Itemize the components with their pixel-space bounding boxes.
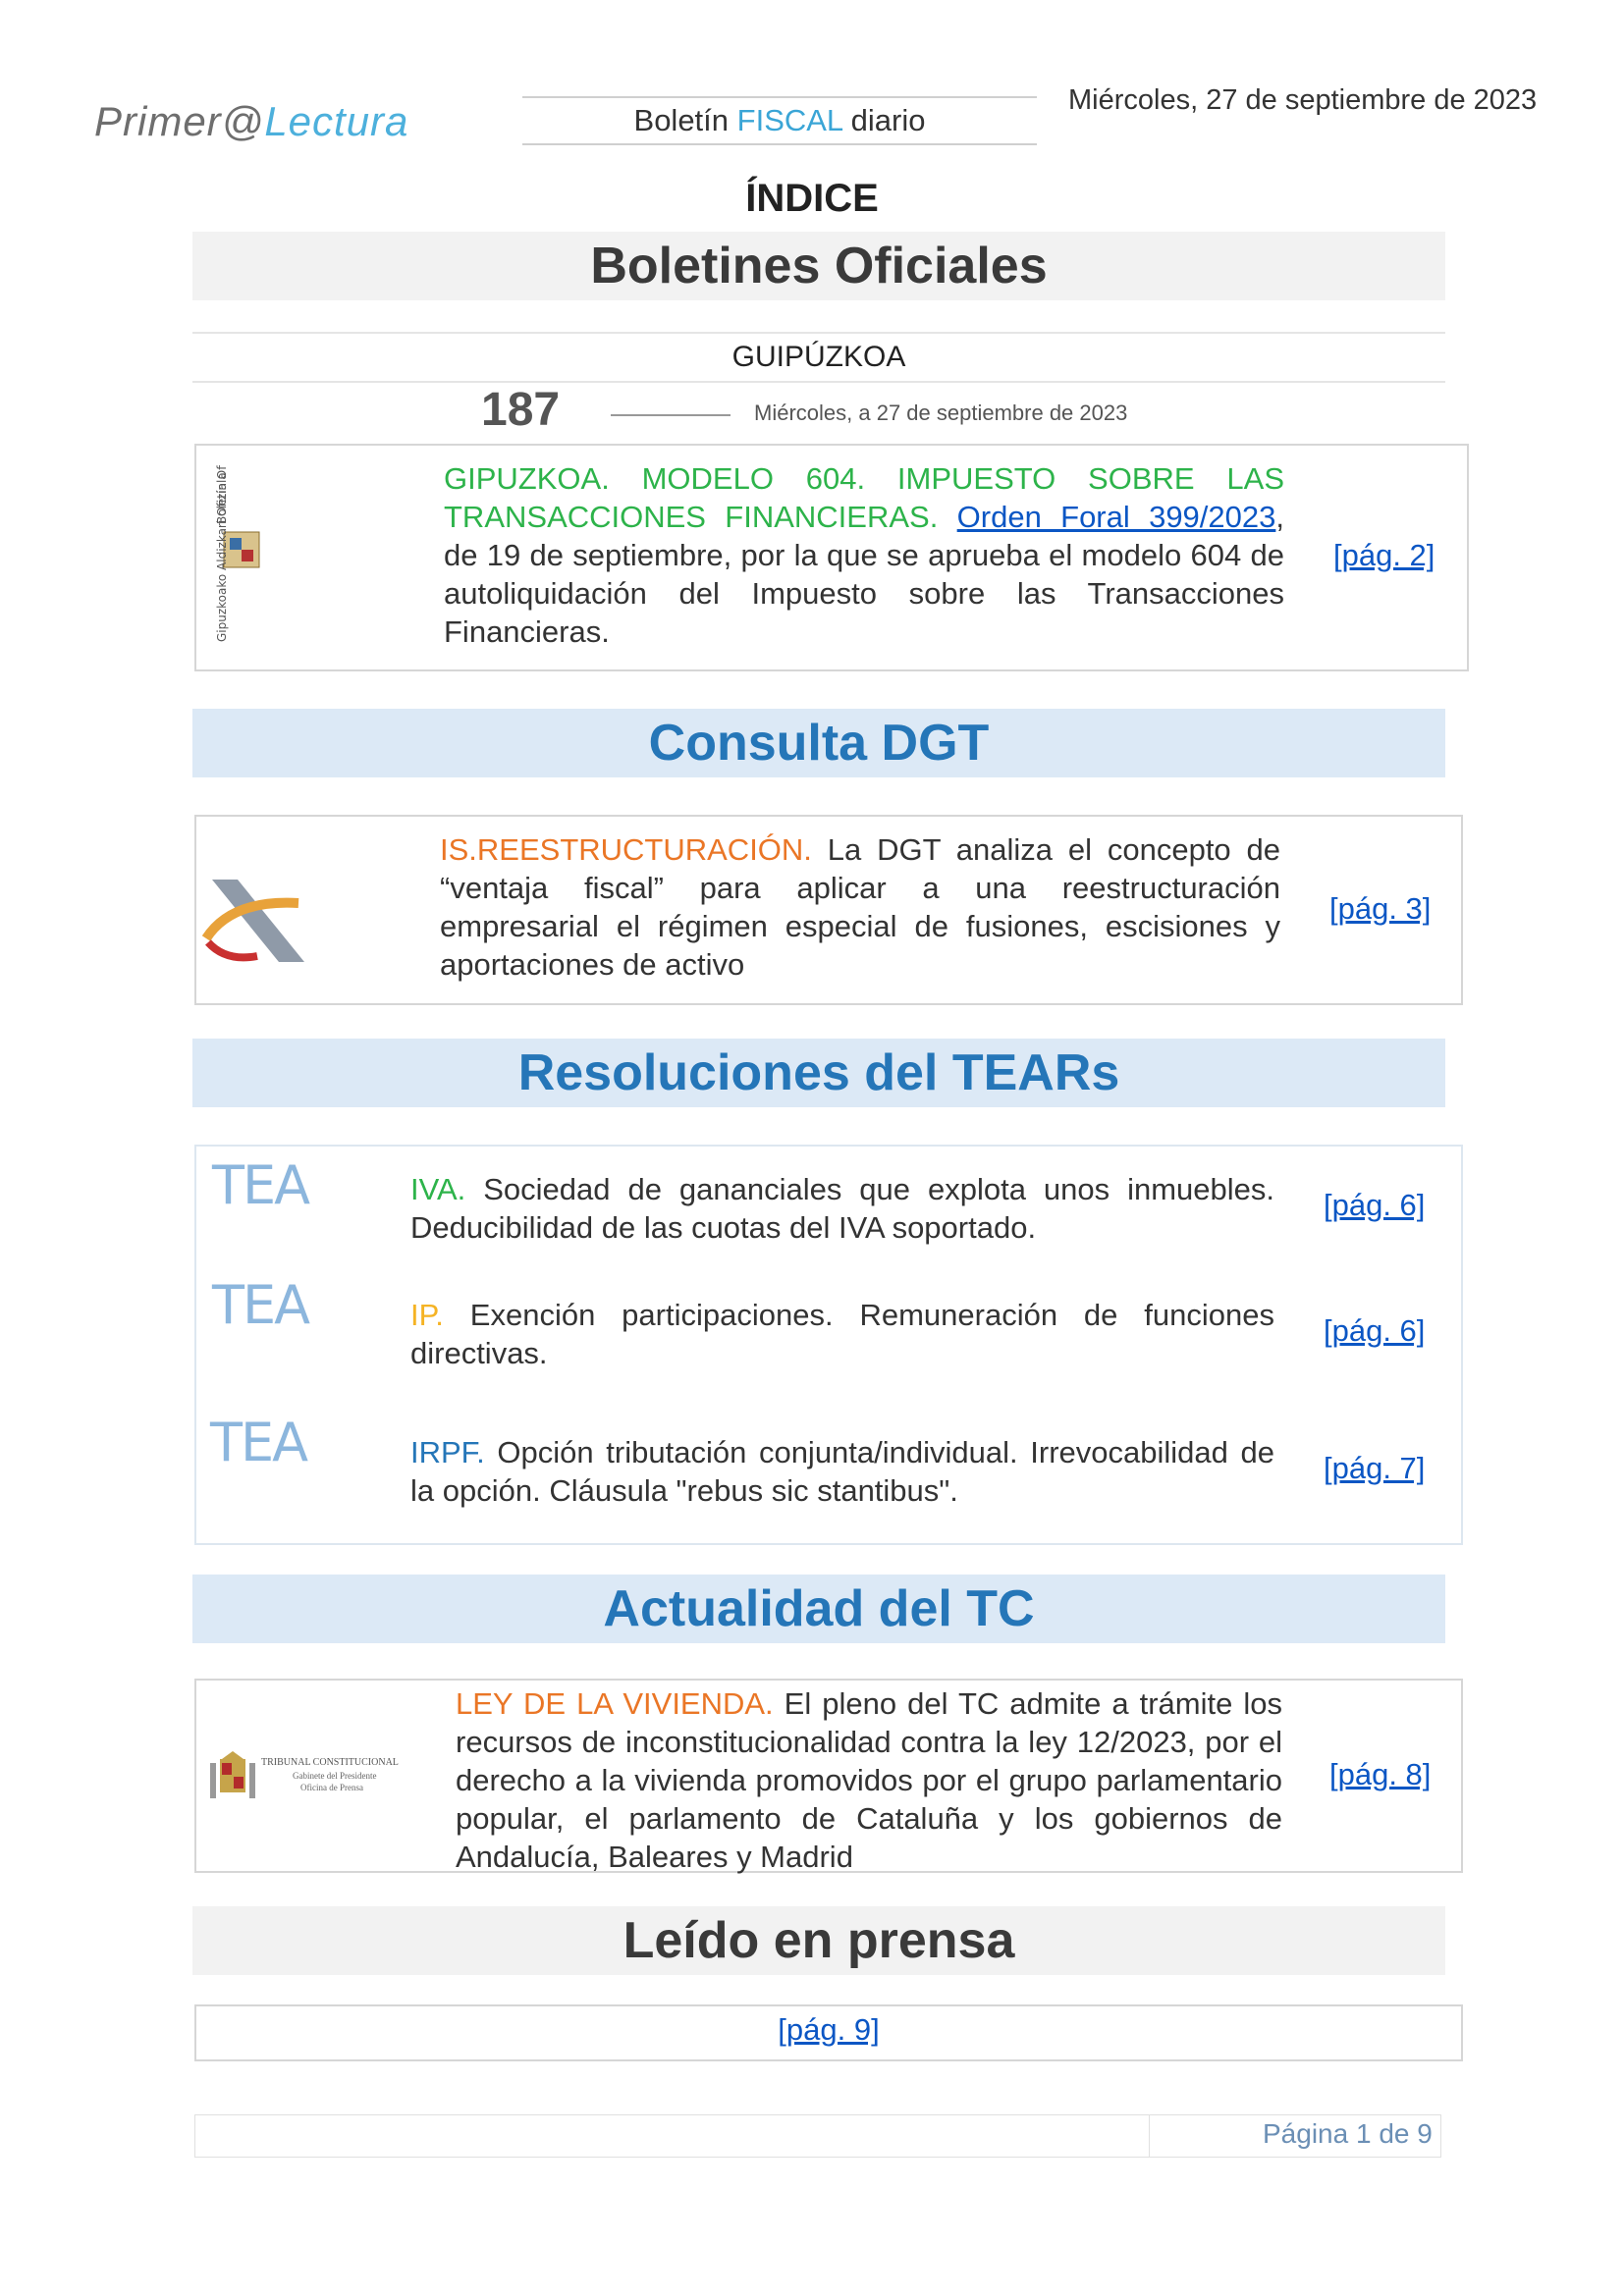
- boletin-divider: [611, 414, 731, 416]
- dgt-page-link[interactable]: [pág. 3]: [1329, 891, 1432, 926]
- tea-logo-icon: TEA: [212, 1274, 309, 1336]
- tears-item-2-page-link[interactable]: [pág. 6]: [1324, 1313, 1426, 1348]
- boletin-item-title: GIPUZKOA. MODELO 604. IMPUESTO SOBRE LAS TRANSACCIONES FINANCIERAS.: [444, 461, 1284, 534]
- tea-logo-icon: TEA: [210, 1412, 307, 1473]
- bulletin-title: Boletín FISCAL diario: [522, 96, 1037, 145]
- agencia-tributaria-logo: [202, 870, 310, 968]
- tears-item-2-title: IP.: [410, 1298, 444, 1332]
- tears-item-1-title: IVA.: [410, 1172, 466, 1206]
- prensa-page-link[interactable]: [pág. 9]: [778, 2012, 880, 2047]
- primer-lectura-logo: Primer@Lectura: [94, 98, 409, 144]
- svg-text:Gipuzkoako Aldizkari Ofiziala: Gipuzkoako Aldizkari Ofiziala: [215, 472, 229, 642]
- section-actualidad-tc: Actualidad del TC: [192, 1575, 1445, 1643]
- tears-item-3-title: IRPF.: [410, 1435, 485, 1469]
- tears-item-1-text: IVA. Sociedad de gananciales que explota unos inmuebles. Deducibilidad de las cuotas del IVA soportado.: [410, 1172, 1274, 1245]
- boletin-item-text: GIPUZKOA. MODELO 604. IMPUESTO SOBRE LAS TRANSACCIONES FINANCIERAS. Orden Foral 399/2023, de 19 de septiembre, por la que se aprueba el modelo 604 de autoliquidación del Impuesto sobre las Transacciones Financieras.: [444, 461, 1284, 649]
- tea-logo-icon: TEA: [212, 1154, 309, 1216]
- dgt-item-text: IS.REESTRUCTURACIÓN. La DGT analiza el concepto de “ventaja fiscal” para aplicar a una reestructuración empresarial el régimen especial de fusiones, escisiones y aportaciones de activo: [440, 832, 1280, 982]
- dgt-item-title: IS.REESTRUCTURACIÓN.: [440, 832, 812, 867]
- tears-item-3-page-link[interactable]: [pág. 7]: [1324, 1451, 1426, 1485]
- tc-item-text: LEY DE LA VIVIENDA. El pleno del TC admite a trámite los recursos de inconstitucionalidad contra la ley 12/2023, por el derecho a la vivienda promovidos por el grupo parlamentario popular, el parlamento de Cataluña y los gobiernos de Andalucía, Baleares y Madrid: [456, 1686, 1282, 1874]
- tears-item-2-text: IP. Exención participaciones. Remuneración de funciones directivas.: [410, 1298, 1274, 1370]
- boletin-page-link[interactable]: [pág. 2]: [1333, 538, 1435, 572]
- page-number: Página 1 de 9: [1263, 2118, 1433, 2149]
- prensa-card: [194, 2004, 1463, 2061]
- boletin-date: Miércoles, a 27 de septiembre de 2023: [754, 400, 1128, 425]
- region-label: GUIPÚZKOA: [192, 332, 1445, 383]
- tc-item-card: [194, 1679, 1463, 1873]
- boletin-item-card: [194, 444, 1469, 671]
- section-leido-en-prensa: Leído en prensa: [192, 1906, 1445, 1975]
- footer-box: [194, 2114, 1441, 2158]
- tribunal-constitucional-logo: TRIBUNAL CONSTITUCIONAL Gabinete del Presidente Oficina de Prensa: [208, 1749, 414, 1804]
- dgt-item-card: [194, 815, 1463, 1005]
- index-title: ÍNDICE: [745, 177, 879, 220]
- orden-foral-link[interactable]: Orden Foral 399/2023: [956, 500, 1276, 534]
- header-date: Miércoles, 27 de septiembre de 2023: [1068, 84, 1538, 116]
- tc-item-title: LEY DE LA VIVIENDA.: [456, 1686, 774, 1721]
- spain-coat-of-arms-icon: [208, 1749, 257, 1804]
- tears-items-card: [194, 1145, 1463, 1545]
- gipuzkoa-logo: [210, 465, 279, 648]
- gipuzkoa-logo-icon: [210, 465, 279, 648]
- section-consulta-dgt: Consulta DGT: [192, 709, 1445, 777]
- tears-item-1-page-link[interactable]: [pág. 6]: [1324, 1188, 1426, 1222]
- section-boletines-oficiales: Boletines Oficiales: [192, 232, 1445, 300]
- footer-divider: [1149, 2114, 1150, 2158]
- agencia-tributaria-icon: [202, 870, 310, 968]
- tc-page-link[interactable]: [pág. 8]: [1329, 1757, 1432, 1791]
- section-resoluciones-tears: Resoluciones del TEARs: [192, 1039, 1445, 1107]
- tears-item-3-text: IRPF. Opción tributación conjunta/individual. Irrevocabilidad de la opción. Cláusula "rebus sic stantibus".: [410, 1435, 1274, 1508]
- boletin-number: 187: [481, 384, 561, 436]
